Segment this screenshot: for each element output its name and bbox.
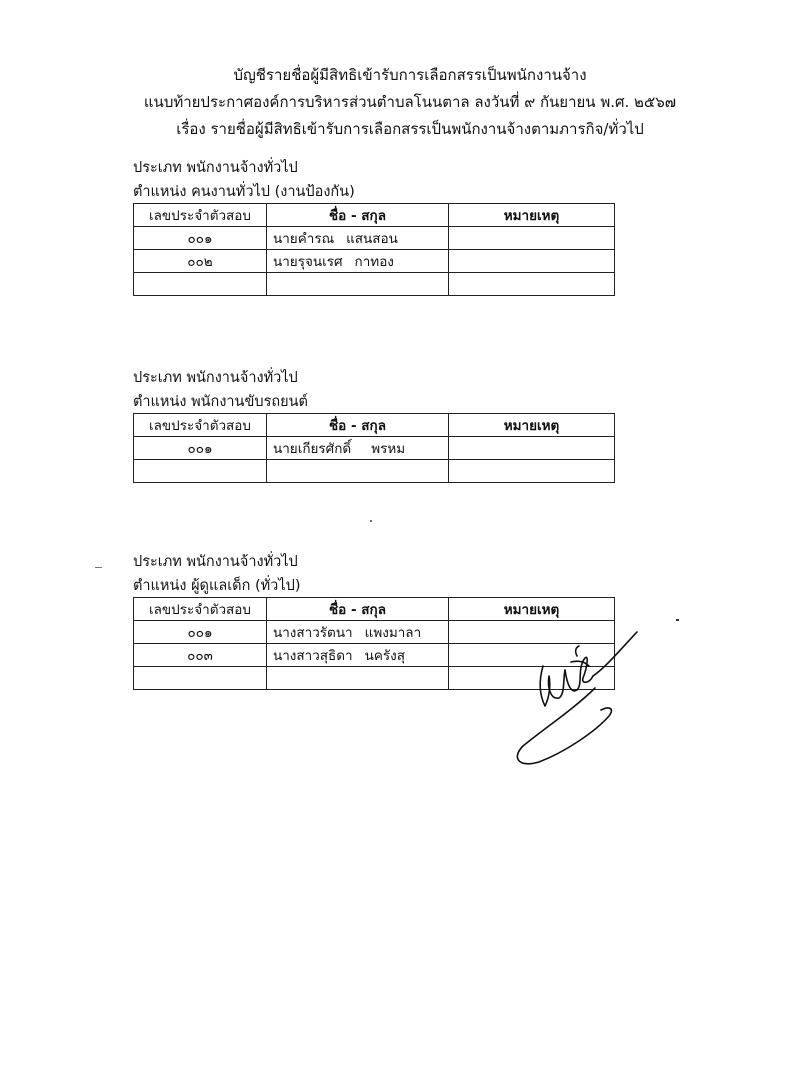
table-row-empty [134,460,615,483]
section-category: ประเภท พนักงานจ้างทั่วไป [133,370,298,386]
section-position: ตำแหน่ง ผู้ดูแลเด็ก (ทั่วไป) [133,578,301,594]
col-header-remark: หมายเหตุ [449,204,615,227]
table-row-empty [134,273,615,296]
name-cell [267,621,449,644]
document-header [0,62,800,143]
section-category: ประเภท พนักงานจ้างทั่วไป [133,160,298,176]
col-header-name: ชื่อ - สกุล [267,598,449,621]
exam-no-cell: ๐๐๑ [134,437,267,460]
first-name: นายรุจนเรศ [273,254,343,270]
col-header-name: ชื่อ - สกุล [267,204,449,227]
scan-speck [676,619,679,621]
last-name: แพงมาลา [364,625,422,641]
col-header-remark: หมายเหตุ [449,414,615,437]
col-header-remark: หมายเหตุ [449,598,615,621]
last-name: พรหม [371,441,406,457]
document-title-line2: แนบท้ายประกาศองค์การบริหารส่วนตำบลโนนตาล ลงวันที่ ๙ กันยายน พ.ศ. ๒๕๖๗ [143,93,677,111]
first-name: นางสาวสุธิดา [273,648,353,664]
col-header-name: ชื่อ - สกุล [267,414,449,437]
handwritten-signature [505,628,655,782]
exam-no-cell: ๐๐๒ [134,250,267,273]
table-header-row [134,414,615,437]
exam-no-cell: ๐๐๑ [134,227,267,250]
table-row [134,250,615,273]
col-header-exam-no: เลขประจำตัวสอบ [134,598,267,621]
scan-speck [370,520,372,522]
first-name: นางสาวรัตนา [273,625,353,641]
candidate-table [133,413,615,483]
section-driver [133,368,615,483]
section-general-worker [133,158,615,296]
last-name: กาทอง [354,254,394,270]
col-header-exam-no: เลขประจำตัวสอบ [134,204,267,227]
remark-cell [449,250,615,273]
scan-speck [95,567,102,568]
table-row [134,437,615,460]
last-name: นครังสุ [364,648,405,664]
name-cell [267,644,449,667]
document-title-line3: เรื่อง รายชื่อผู้มีสิทธิเข้ารับการเลือกสรรเป็นพนักงานจ้างตามภารกิจ/ทั่วไป [176,120,644,138]
name-cell [267,250,449,273]
name-cell [267,437,449,460]
table-header-row [134,204,615,227]
section-category: ประเภท พนักงานจ้างทั่วไป [133,554,298,570]
candidate-table [133,203,615,296]
document-title-line1: บัญชีรายชื่อผู้มีสิทธิเข้ารับการเลือกสรรเป็นพนักงานจ้าง [233,66,587,84]
remark-cell [449,227,615,250]
table-row [134,227,615,250]
table-header-row [134,598,615,621]
name-cell [267,227,449,250]
col-header-exam-no: เลขประจำตัวสอบ [134,414,267,437]
exam-no-cell: ๐๐๓ [134,644,267,667]
first-name: นายคำรณ [273,231,335,247]
remark-cell [449,437,615,460]
section-position: ตำแหน่ง พนักงานขับรถยนต์ [133,394,308,410]
last-name: แสนสอน [346,231,398,247]
exam-no-cell: ๐๐๑ [134,621,267,644]
first-name: นายเกียรศักดิ์ [273,441,352,457]
section-position: ตำแหน่ง คนงานทั่วไป (งานป้องกัน) [133,184,355,200]
